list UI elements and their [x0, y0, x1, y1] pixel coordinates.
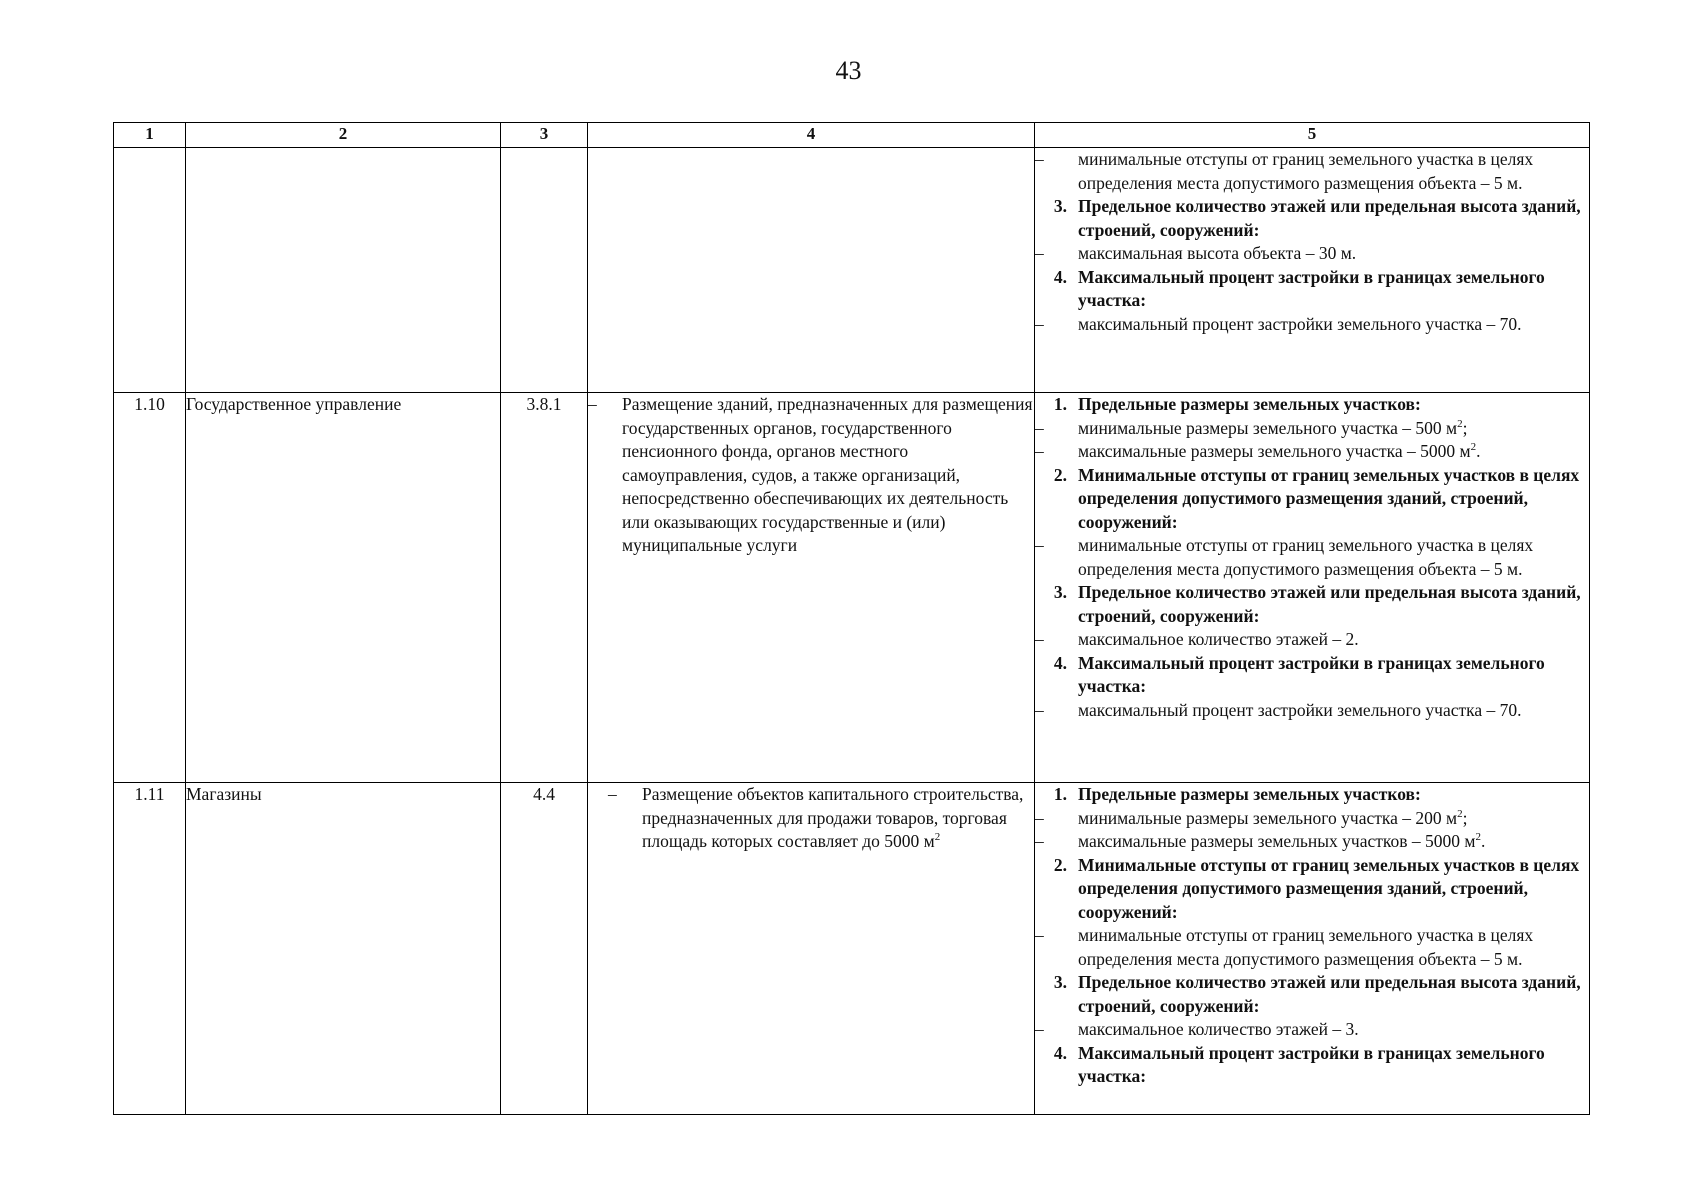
- item-text: [1078, 699, 1589, 723]
- table-row: [114, 393, 1590, 783]
- regulation-table: [113, 122, 1590, 1115]
- table-row: [114, 148, 1590, 393]
- item-text: [1078, 924, 1589, 971]
- item-text: [1078, 266, 1589, 313]
- superscript: 2: [934, 831, 941, 844]
- item-text: [1078, 313, 1589, 337]
- item-text-main: Размещение объектов капитального строительства, предназначенных для продажи товаров, торговая площадь которых составляет до 5000 м: [642, 784, 1024, 851]
- dash-marker: –: [1035, 243, 1044, 263]
- land-use-description: [588, 393, 1035, 783]
- item-text-main: максимальный процент застройки земельного участка – 70.: [1078, 313, 1522, 334]
- item-text: [1078, 148, 1589, 195]
- land-use-parameters: [1035, 148, 1590, 393]
- item-text: [1078, 534, 1589, 581]
- land-use-code: [501, 148, 588, 393]
- header-row: [114, 123, 1590, 148]
- item-text-suffix: ;: [1462, 807, 1468, 828]
- superscript: 2: [1475, 831, 1481, 844]
- item-number: 4.: [1053, 266, 1067, 287]
- item-text-main: максимальное количество этажей – 3.: [1078, 1019, 1359, 1039]
- land-use-description: [588, 783, 1035, 1115]
- superscript: 2: [1470, 441, 1477, 454]
- dash-list-item: [588, 393, 1034, 558]
- item-number: 1.: [1053, 784, 1067, 804]
- column-header: 3: [501, 123, 588, 148]
- item-text: [1078, 971, 1589, 1018]
- column-header: 5: [1035, 123, 1590, 148]
- dash-list-item: [1035, 148, 1589, 195]
- dash-list-item: [1035, 417, 1589, 441]
- row-number: 1.11: [114, 783, 186, 1115]
- item-text-main: максимальный процент застройки земельного участка – 70.: [1078, 699, 1522, 720]
- land-use-name: [186, 148, 501, 393]
- numbered-heading: [1035, 783, 1589, 807]
- item-text-main: Размещение зданий, предназначенных для размещения государственных органов, государственного пенсионного фонда, органов местного самоуправления, судов, а также организаций, непосредственно обеспечивающих их деятельность или оказывающих государственные и (или) муниципальные услуги: [622, 394, 1033, 555]
- dash-marker: –: [1035, 699, 1044, 720]
- item-number: 3.: [1053, 582, 1067, 602]
- item-number: 2.: [1053, 464, 1067, 485]
- item-text-main: Предельные размеры земельных участков:: [1078, 394, 1421, 414]
- dash-marker: –: [1035, 313, 1044, 334]
- item-number: 4.: [1053, 652, 1067, 673]
- item-number: 3.: [1053, 972, 1067, 992]
- dash-marker: –: [608, 784, 617, 804]
- item-text: [1078, 1042, 1589, 1089]
- item-text-main: минимальные отступы от границ земельного участка в целях определения места допустимого размещения объекта – 5 м.: [1078, 925, 1534, 969]
- item-text: [1078, 783, 1589, 807]
- item-text-main: Минимальные отступы от границ земельных участков в целях определения допустимого размещения зданий, строений, сооружений:: [1078, 854, 1580, 922]
- numbered-heading: [1035, 652, 1589, 699]
- dash-marker: –: [1035, 831, 1044, 851]
- item-text-suffix: .: [1480, 831, 1486, 851]
- item-text-main: Максимальный процент застройки в границах земельного участка:: [1078, 266, 1545, 310]
- dash-marker: –: [1035, 1019, 1044, 1039]
- item-text-main: Предельное количество этажей или предельная высота зданий, строений, сооружений:: [1078, 582, 1581, 626]
- numbered-heading: [1035, 195, 1589, 242]
- land-use-description: [588, 148, 1035, 393]
- numbered-heading: [1035, 854, 1589, 925]
- column-header: 1: [114, 123, 186, 148]
- item-number: 2.: [1053, 854, 1067, 875]
- item-text: [1078, 628, 1589, 652]
- item-text-main: Максимальный процент застройки в границах земельного участка:: [1078, 1042, 1545, 1086]
- item-text: [1078, 417, 1589, 441]
- dash-list-item: [1035, 924, 1589, 971]
- numbered-heading: [1035, 464, 1589, 535]
- table-row: [114, 783, 1590, 1115]
- dash-marker: –: [1035, 807, 1044, 828]
- item-text-main: Предельное количество этажей или предельная высота зданий, строений, сооружений:: [1078, 196, 1581, 240]
- dash-list-item: [1035, 534, 1589, 581]
- item-text: [1078, 440, 1589, 464]
- dash-marker: –: [1035, 629, 1044, 649]
- item-text-main: минимальные отступы от границ земельного участка в целях определения места допустимого размещения объекта – 5 м.: [1078, 535, 1534, 579]
- item-text-main: максимальные размеры земельных участков – 5000 м: [1078, 831, 1476, 851]
- item-text: [1078, 830, 1589, 854]
- land-use-code: 3.8.1: [501, 393, 588, 783]
- row-number: [114, 148, 186, 393]
- item-text-main: Минимальные отступы от границ земельных участков в целях определения допустимого размещения зданий, строений, сооружений:: [1078, 464, 1580, 532]
- dash-marker: –: [1035, 925, 1044, 945]
- dash-list-item: [1035, 1018, 1589, 1042]
- land-use-code: 4.4: [501, 783, 588, 1115]
- land-use-parameters: [1035, 783, 1590, 1115]
- superscript: 2: [1457, 417, 1463, 430]
- page-number: 43: [835, 56, 862, 85]
- land-use-name: Государственное управление: [186, 393, 501, 783]
- item-text: [622, 393, 1034, 558]
- dash-list-item: [1035, 830, 1589, 854]
- item-text-main: максимальная высота объекта – 30 м.: [1078, 243, 1357, 263]
- item-text: [1078, 652, 1589, 699]
- item-text: [1078, 464, 1589, 535]
- land-use-parameters: [1035, 393, 1590, 783]
- item-text-main: Предельные размеры земельных участков:: [1078, 784, 1421, 804]
- numbered-heading: [1035, 1042, 1589, 1089]
- dash-list-item: [1035, 628, 1589, 652]
- item-text: [1078, 393, 1589, 417]
- item-text-suffix: ;: [1462, 417, 1468, 438]
- item-text: [642, 783, 1034, 854]
- item-text: [1078, 195, 1589, 242]
- item-text: [1078, 854, 1589, 925]
- dash-list-item: [1035, 313, 1589, 337]
- item-text-main: минимальные размеры земельного участка – 500 м: [1078, 417, 1458, 438]
- item-text: [1078, 581, 1589, 628]
- item-text-main: максимальное количество этажей – 2.: [1078, 629, 1359, 649]
- numbered-heading: [1035, 971, 1589, 1018]
- item-number: 3.: [1053, 196, 1067, 216]
- item-text-main: минимальные отступы от границ земельного участка в целях определения места допустимого размещения объекта – 5 м.: [1078, 149, 1534, 193]
- numbered-heading: [1035, 266, 1589, 313]
- item-text-main: Предельное количество этажей или предельная высота зданий, строений, сооружений:: [1078, 972, 1581, 1016]
- land-use-name: Магазины: [186, 783, 501, 1115]
- dash-marker: –: [1035, 417, 1044, 438]
- row-number: 1.10: [114, 393, 186, 783]
- dash-list-item: [1035, 699, 1589, 723]
- item-text: [1078, 242, 1589, 266]
- item-text-main: минимальные размеры земельного участка – 200 м: [1078, 807, 1458, 828]
- item-text-main: максимальные размеры земельного участка – 5000 м: [1078, 441, 1471, 461]
- dash-list-item: [1035, 440, 1589, 464]
- dash-marker: –: [1035, 149, 1044, 169]
- dash-marker: –: [588, 394, 597, 414]
- item-text-suffix: .: [1476, 441, 1481, 461]
- dash-marker: –: [1035, 535, 1044, 555]
- item-text-main: Максимальный процент застройки в границах земельного участка:: [1078, 652, 1545, 696]
- numbered-heading: [1035, 393, 1589, 417]
- column-header: 4: [588, 123, 1035, 148]
- item-number: 4.: [1053, 1042, 1067, 1063]
- item-text: [1078, 1018, 1589, 1042]
- dash-list-item: [1035, 807, 1589, 831]
- column-header: 2: [186, 123, 501, 148]
- dash-marker: –: [1035, 441, 1044, 461]
- item-text: [1078, 807, 1589, 831]
- superscript: 2: [1457, 807, 1463, 820]
- item-number: 1.: [1053, 394, 1067, 414]
- dash-list-item: [588, 783, 1034, 854]
- numbered-heading: [1035, 581, 1589, 628]
- dash-list-item: [1035, 242, 1589, 266]
